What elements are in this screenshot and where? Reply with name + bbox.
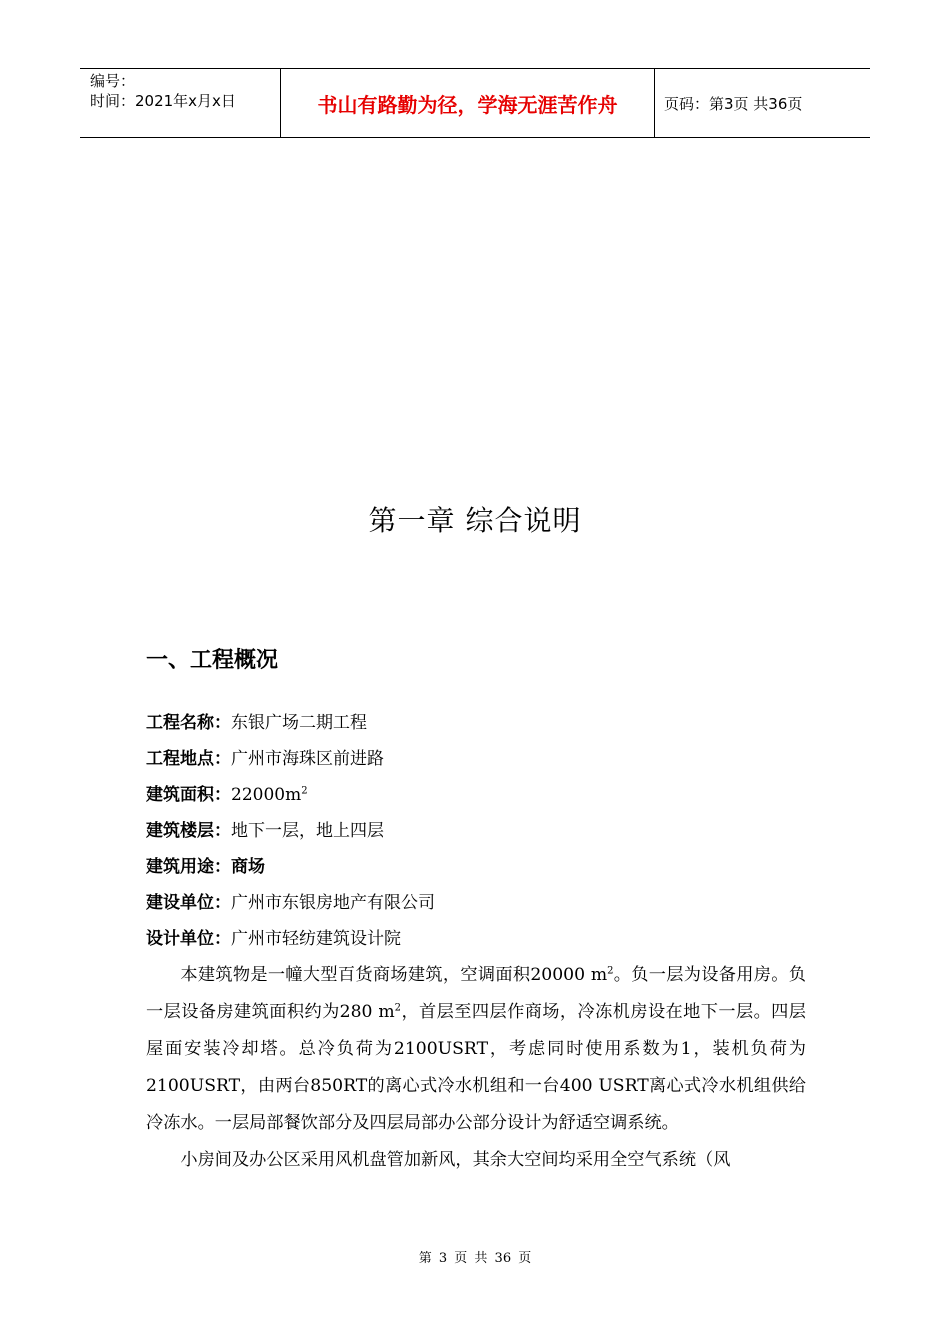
info-label: 建筑用途： [146,857,231,877]
building-area-row [146,780,806,816]
header-page-cell [655,69,870,137]
construction-unit-row [146,888,806,924]
info-value: 地下一层，地上四层 [231,821,384,841]
paragraph-2: 小房间及办公区采用风机盘管加新风，其余大空间均采用全空气系统（风 [180,1150,731,1170]
paragraph-text: 。负一层为设备用房。负一层设备房建筑面积约为280 m [146,965,806,1022]
chapter-title: 第一章 综合说明 [368,504,582,537]
header-motto-cell [281,69,655,137]
design-unit-row [146,924,806,960]
info-value: 广州市轻纺建筑设计院 [231,929,401,949]
info-value: 东银广场二期工程 [231,713,367,733]
info-label: 设计单位： [146,929,231,949]
info-value: 22000m [231,785,302,805]
header-meta-cell [80,69,281,137]
header-page-info: 页码：第3页 共36页 [664,94,803,113]
info-superscript: 2 [301,785,308,797]
info-label: 工程地点： [146,749,231,769]
project-location-row [146,744,806,780]
document-number-label: 编号： [90,72,136,90]
project-name-row [146,708,806,744]
paragraph-text: 本建筑物是一幢大型百货商场建筑，空调面积20000 m [180,965,608,985]
info-label: 建筑楼层： [146,821,231,841]
project-info-list [146,708,806,960]
info-value: 商场 [231,857,265,877]
building-usage-row [146,852,806,888]
document-time-label: 时间：2021年x月x日 [90,92,236,110]
header-motto: 书山有路勤为径，学海无涯苦作舟 [317,92,618,117]
section-heading: 一、工程概况 [146,648,279,673]
body-text [146,957,806,1179]
info-label: 工程名称： [146,713,231,733]
superscript: 2 [607,965,614,977]
paragraph-text: ，首层至四层作商场，冷冻机房设在地下一层。四层屋面安装冷却塔。总冷负荷为2100USRT，考虑同时使用系数为1，装机负荷为2100USRT，由两台850RT的离心式冷水机组和一台400 USRT离心式冷水机组供给冷冻水。一层局部餐饮部分及四层局部办公部分设计为舒适空调系统。 [146,1002,806,1133]
superscript: 2 [394,1002,402,1014]
document-header-table [80,68,870,138]
info-label: 建设单位： [146,893,231,913]
info-label: 建筑面积： [146,785,231,805]
building-floors-row [146,816,806,852]
paragraph-1 [146,957,806,1142]
info-value: 广州市海珠区前进路 [231,749,384,769]
page-footer: 第 3 页 共 36 页 [418,1251,532,1266]
info-value: 广州市东银房地产有限公司 [231,893,435,913]
